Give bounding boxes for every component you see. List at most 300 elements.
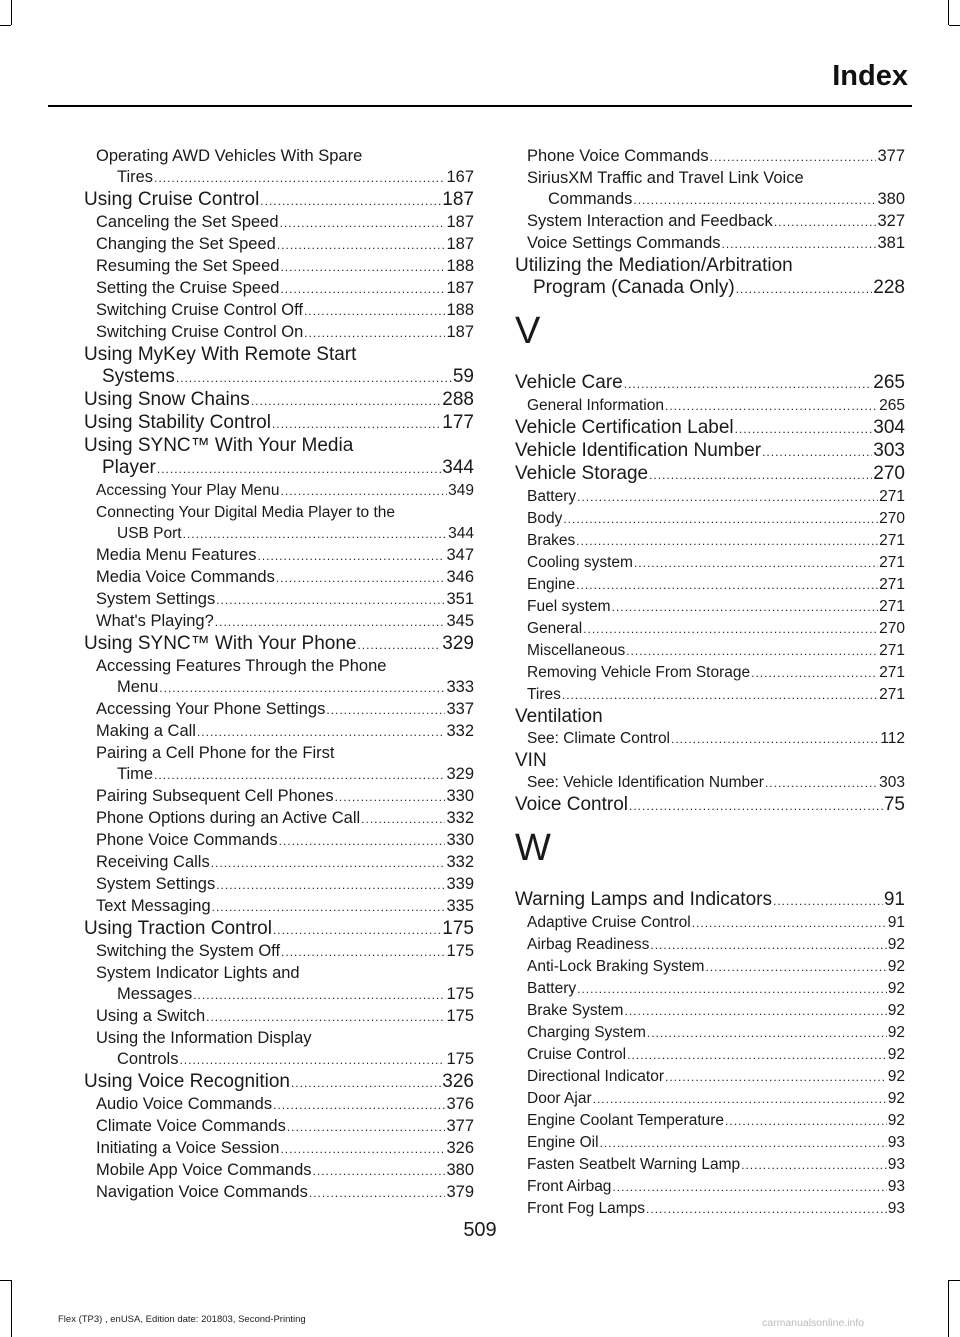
dot-leader: [280, 213, 446, 234]
entry-title: Systems: [102, 366, 175, 387]
entry-title: Canceling the Set Speed: [96, 213, 279, 231]
entry-page: 330: [446, 787, 474, 805]
dot-leader: [272, 413, 441, 435]
entry-page: 303: [879, 774, 905, 791]
index-entry: [515, 233, 905, 255]
entry-page: 175: [446, 1050, 474, 1068]
header-rule: [48, 105, 912, 107]
dot-leader: [562, 685, 878, 706]
entry-title: Accessing Your Play Menu: [96, 482, 280, 499]
entry-page: 332: [446, 809, 474, 827]
index-entry: [515, 1044, 905, 1066]
footer-edition: Flex (TP3) , enUSA, Edition date: 201803, Second-Printing: [58, 1314, 306, 1325]
index-entry: System Indicator Lights and: [96, 964, 300, 982]
entry-page: 187: [442, 189, 474, 210]
entry-title: Fasten Seatbelt Warning Lamp: [527, 1156, 741, 1173]
index-heading: Ventilation: [515, 706, 603, 727]
dot-leader: [291, 1072, 441, 1094]
index-entry: Accessing Features Through the Phone: [96, 657, 387, 675]
entry-title: System Interaction and Feedback: [527, 212, 773, 230]
entry-page: 92: [887, 1046, 905, 1063]
entry-page: 92: [887, 1112, 905, 1129]
entry-page: 271: [879, 664, 905, 681]
index-entry: [515, 956, 905, 978]
entry-title: Engine Oil: [527, 1134, 599, 1151]
index-entry: [515, 552, 905, 574]
index-entry: [515, 1088, 905, 1110]
index-entry: [515, 1022, 905, 1044]
dot-leader: [206, 1007, 445, 1028]
entry-title: Using Voice Recognition: [84, 1071, 290, 1092]
dot-leader: [260, 190, 441, 212]
index-entry: [515, 1198, 905, 1220]
index-entry: [84, 1094, 474, 1116]
dot-leader: [563, 509, 878, 530]
index-entry: [515, 934, 905, 956]
dot-leader: [154, 168, 445, 189]
entry-title: Front Fog Lamps: [527, 1200, 646, 1217]
section-letter: W: [515, 827, 551, 869]
entry-title: System Settings: [96, 590, 216, 608]
entry-title: Vehicle Storage: [515, 463, 649, 484]
entry-title: Voice Control: [515, 794, 629, 815]
entry-page: 177: [442, 412, 474, 433]
entry-page: 344: [442, 457, 474, 478]
dot-leader: [647, 1023, 887, 1044]
entry-page: 329: [446, 765, 474, 783]
index-entry: [84, 721, 474, 743]
entry-title: Body: [527, 510, 563, 527]
entry-page: 271: [879, 576, 905, 593]
entry-title: Media Menu Features: [96, 546, 257, 564]
page-number: 509: [463, 1219, 497, 1241]
entry-page: 270: [879, 620, 905, 637]
entry-title: Setting the Cruise Speed: [96, 279, 280, 297]
entry-title: Cruise Control: [527, 1046, 627, 1063]
entry-page: 265: [879, 397, 905, 414]
dot-leader: [280, 257, 445, 278]
watermark-site: carmanualsonline.info: [762, 1317, 865, 1329]
index-entry: [84, 633, 474, 656]
entry-title: Program (Canada Only): [533, 277, 735, 298]
index-entry: [84, 808, 474, 830]
index-entry: [84, 611, 474, 633]
entry-title: Mobile App Voice Commands: [96, 1161, 312, 1179]
entry-title: Cooling system: [527, 554, 633, 571]
entry-page: 93: [887, 1156, 905, 1173]
dot-leader: [762, 441, 872, 463]
dot-leader: [735, 418, 873, 440]
index-entry: [84, 1049, 474, 1071]
index-entry: [84, 567, 474, 589]
dot-leader: [765, 773, 878, 794]
dot-leader: [665, 1067, 887, 1088]
entry-title: General Information: [527, 397, 664, 414]
index-entry: [515, 772, 905, 794]
index-column-right: [515, 146, 905, 1220]
entry-page: 92: [887, 958, 905, 975]
page-title: Index: [832, 60, 908, 92]
entry-page: 379: [446, 1183, 474, 1201]
dot-leader: [357, 634, 441, 656]
crop-mark: [948, 0, 949, 25]
dot-leader: [600, 1133, 887, 1154]
dot-leader: [197, 722, 446, 743]
dot-leader: [258, 546, 446, 567]
dot-leader: [650, 935, 886, 956]
entry-title: Tires: [117, 168, 154, 186]
entry-page: 345: [446, 612, 474, 630]
entry-title: Engine Coolant Temperature: [527, 1112, 725, 1129]
index-heading: VIN: [515, 750, 547, 771]
entry-title: Phone Voice Commands: [96, 831, 278, 849]
entry-page: 351: [446, 590, 474, 608]
dot-leader: [751, 663, 878, 684]
index-entry: [84, 1116, 474, 1138]
index-entry: [84, 984, 474, 1006]
index-entry: [84, 412, 474, 435]
dot-leader: [326, 700, 445, 721]
dot-leader: [304, 301, 446, 322]
index-entry: Operating AWD Vehicles With Spare: [96, 147, 363, 165]
index-entry: [515, 508, 905, 530]
entry-page: 380: [877, 190, 905, 208]
index-entry: [84, 480, 474, 502]
entry-title: Fuel system: [527, 598, 611, 615]
entry-page: 175: [442, 918, 474, 939]
entry-page: 187: [446, 323, 474, 341]
index-entry: [515, 277, 905, 300]
entry-title: Climate Voice Commands: [96, 1117, 286, 1135]
dot-leader: [211, 853, 446, 874]
index-entry: Using the Information Display: [96, 1029, 312, 1047]
crop-mark: [949, 25, 960, 26]
entry-title: Airbag Readiness: [527, 936, 650, 953]
dot-leader: [335, 787, 446, 808]
entry-page: 288: [442, 389, 474, 410]
index-entry: [84, 212, 474, 234]
dot-leader: [576, 531, 878, 552]
entry-title: Using Stability Control: [84, 412, 271, 433]
entry-title: System Settings: [96, 875, 216, 893]
crop-mark: [948, 1280, 949, 1337]
entry-title: Commands: [548, 190, 633, 208]
entry-page: 187: [446, 279, 474, 297]
entry-page: 92: [887, 936, 905, 953]
entry-title: Front Airbag: [527, 1178, 612, 1195]
entry-title: Removing Vehicle From Storage: [527, 664, 751, 681]
index-entry: [515, 463, 905, 486]
entry-page: 175: [446, 1007, 474, 1025]
index-entry: [84, 1071, 474, 1094]
dot-leader: [626, 641, 878, 662]
dot-leader: [276, 568, 446, 589]
entry-title: Engine: [527, 576, 576, 593]
index-entry: [515, 1154, 905, 1176]
dot-leader: [705, 957, 886, 978]
entry-page: 270: [879, 510, 905, 527]
entry-page: 175: [446, 985, 474, 1003]
entry-title: Battery: [527, 980, 577, 997]
dot-leader: [216, 590, 445, 611]
entry-page: 271: [879, 686, 905, 703]
index-entry: SiriusXM Traffic and Travel Link Voice: [527, 169, 804, 187]
index-entry: [84, 874, 474, 896]
entry-page: 92: [887, 1002, 905, 1019]
dot-leader: [612, 1177, 886, 1198]
index-entry: [515, 889, 905, 912]
entry-page: 92: [887, 1068, 905, 1085]
dot-leader: [361, 809, 445, 830]
dot-leader: [281, 481, 448, 502]
index-entry: [515, 596, 905, 618]
dot-leader: [593, 1089, 887, 1110]
index-entry: [84, 256, 474, 278]
entry-title: Miscellaneous: [527, 642, 626, 659]
entry-title: Vehicle Care: [515, 372, 623, 393]
dot-leader: [774, 212, 877, 233]
entry-page: 187: [446, 235, 474, 253]
entry-title: Phone Options during an Active Call: [96, 809, 361, 827]
crop-mark: [0, 25, 11, 26]
index-entry: [84, 1006, 474, 1028]
crop-mark: [949, 1280, 960, 1281]
section-letter: V: [515, 310, 541, 352]
index-entry: [84, 234, 474, 256]
entry-title: Anti-Lock Braking System: [527, 958, 705, 975]
index-entry: [84, 1160, 474, 1182]
crop-mark: [11, 0, 12, 25]
entry-title: Brake System: [527, 1002, 624, 1019]
dot-leader: [576, 575, 878, 596]
entry-page: 327: [877, 212, 905, 230]
entry-page: 339: [446, 875, 474, 893]
dot-leader: [313, 1161, 446, 1182]
entry-page: 380: [446, 1161, 474, 1179]
entry-title: Using a Switch: [96, 1007, 206, 1025]
index-entry: [84, 167, 474, 189]
entry-title: Resuming the Set Speed: [96, 257, 280, 275]
entry-page: 347: [446, 546, 474, 564]
entry-page: 92: [887, 1024, 905, 1041]
index-entry: Using MyKey With Remote Start: [84, 344, 357, 365]
entry-page: 175: [446, 942, 474, 960]
entry-page: 187: [446, 213, 474, 231]
entry-title: Player: [102, 457, 156, 478]
index-entry: [84, 366, 474, 389]
entry-title: Switching the System Off: [96, 942, 281, 960]
dot-leader: [710, 147, 877, 168]
index-entry: [515, 417, 905, 440]
index-entry: [84, 189, 474, 212]
entry-page: 93: [887, 1200, 905, 1217]
entry-page: 112: [880, 730, 905, 747]
entry-page: 93: [887, 1134, 905, 1151]
dot-leader: [634, 553, 878, 574]
entry-page: 271: [879, 488, 905, 505]
entry-page: 228: [873, 277, 905, 298]
dot-leader: [624, 1001, 886, 1022]
entry-page: 271: [879, 598, 905, 615]
dot-leader: [154, 765, 445, 786]
dot-leader: [279, 831, 446, 852]
index-entry: [515, 1066, 905, 1088]
dot-leader: [277, 235, 446, 256]
entry-page: 326: [442, 1071, 474, 1092]
entry-page: 188: [446, 301, 474, 319]
entry-title: Charging System: [527, 1024, 646, 1041]
entry-title: Changing the Set Speed: [96, 235, 276, 253]
index-column-left: [84, 146, 474, 1204]
dot-leader: [671, 729, 879, 750]
index-entry: [84, 786, 474, 808]
entry-page: 91: [887, 914, 905, 931]
dot-leader: [179, 1050, 445, 1071]
index-entry: [515, 1132, 905, 1154]
index-entry: [515, 440, 905, 463]
entry-page: 304: [873, 417, 905, 438]
index-entry: Using SYNC™ With Your Media: [84, 435, 354, 456]
index-entry: [84, 589, 474, 611]
entry-page: 329: [442, 633, 474, 654]
entry-title: Using SYNC™ With Your Phone: [84, 633, 357, 654]
dot-leader: [309, 1183, 446, 1204]
entry-page: 376: [446, 1095, 474, 1113]
index-entry: Utilizing the Mediation/Arbitration: [515, 255, 793, 276]
entry-page: 333: [446, 678, 474, 696]
index-entry: [84, 322, 474, 344]
index-entry: [515, 146, 905, 168]
entry-page: 303: [873, 440, 905, 461]
index-entry: [515, 728, 905, 750]
index-entry: [515, 395, 905, 417]
entry-title: Time: [117, 765, 154, 783]
dot-leader: [649, 464, 872, 486]
index-entry: [515, 1110, 905, 1132]
entry-page: 346: [446, 568, 474, 586]
entry-title: What's Playing?: [96, 612, 214, 630]
entry-title: Accessing Your Phone Settings: [96, 700, 326, 718]
entry-title: Using Cruise Control: [84, 189, 260, 210]
dot-leader: [287, 1117, 446, 1138]
index-entry: [84, 1182, 474, 1204]
index-entry: [515, 189, 905, 211]
dot-leader: [722, 234, 877, 255]
entry-title: Brakes: [527, 532, 576, 549]
dot-leader: [577, 979, 887, 1000]
index-entry: [84, 278, 474, 300]
entry-page: 332: [446, 853, 474, 871]
dot-leader: [176, 367, 452, 389]
entry-title: Adaptive Cruise Control: [527, 914, 691, 931]
dot-leader: [725, 1111, 887, 1132]
entry-page: 330: [446, 831, 474, 849]
index-entry: Connecting Your Digital Media Player to the: [96, 504, 395, 521]
dot-leader: [629, 795, 883, 817]
index-entry: [84, 523, 474, 545]
entry-title: Menu: [117, 678, 159, 696]
entry-title: General: [527, 620, 583, 637]
entry-page: 381: [877, 234, 905, 252]
dot-leader: [159, 678, 445, 699]
entry-title: Phone Voice Commands: [527, 147, 709, 165]
dot-leader: [736, 278, 873, 300]
entry-title: Warning Lamps and Indicators: [515, 889, 772, 910]
dot-leader: [304, 323, 445, 344]
index-entry: [515, 1000, 905, 1022]
entry-page: 59: [452, 366, 474, 387]
dot-leader: [216, 875, 445, 896]
index-entry: [84, 389, 474, 412]
dot-leader: [157, 458, 441, 480]
entry-title: See: Vehicle Identification Number: [527, 774, 764, 791]
entry-title: Media Voice Commands: [96, 568, 275, 586]
entry-page: 271: [879, 642, 905, 659]
entry-title: Door Ajar: [527, 1090, 592, 1107]
crop-mark: [11, 1280, 12, 1337]
index-entry: [84, 852, 474, 874]
entry-page: 377: [877, 147, 905, 165]
dot-leader: [773, 890, 883, 912]
dot-leader: [281, 942, 445, 963]
entry-title: Initiating a Voice Session: [96, 1139, 280, 1157]
entry-page: 349: [448, 482, 474, 499]
dot-leader: [212, 897, 446, 918]
entry-page: 271: [879, 554, 905, 571]
index-entry: [515, 530, 905, 552]
entry-page: 92: [887, 980, 905, 997]
entry-title: Vehicle Certification Label: [515, 417, 734, 438]
dot-leader: [627, 1045, 887, 1066]
entry-title: Using Snow Chains: [84, 389, 250, 410]
entry-page: 332: [446, 722, 474, 740]
entry-page: 188: [446, 257, 474, 275]
dot-leader: [273, 1095, 445, 1116]
entry-page: 335: [446, 897, 474, 915]
entry-page: 75: [883, 794, 905, 815]
entry-title: Vehicle Identification Number: [515, 440, 762, 461]
index-entry: [515, 574, 905, 596]
entry-page: 91: [883, 889, 905, 910]
entry-page: 265: [873, 372, 905, 393]
dot-leader: [612, 597, 879, 618]
entry-title: Controls: [117, 1050, 179, 1068]
index-entry: [515, 486, 905, 508]
entry-title: Voice Settings Commands: [527, 234, 721, 252]
entry-title: Switching Cruise Control On: [96, 323, 304, 341]
dot-leader: [215, 612, 446, 633]
entry-title: Navigation Voice Commands: [96, 1183, 308, 1201]
entry-title: See: Climate Control: [527, 730, 671, 747]
entry-page: 344: [448, 525, 474, 542]
index-entry: [84, 918, 474, 941]
entry-page: 271: [879, 532, 905, 549]
entry-title: Using Traction Control: [84, 918, 272, 939]
entry-title: Receiving Calls: [96, 853, 210, 871]
index-entry: [515, 662, 905, 684]
entry-page: 326: [446, 1139, 474, 1157]
index-entry: [515, 978, 905, 1000]
entry-title: Battery: [527, 488, 577, 505]
index-entry: [84, 457, 474, 480]
dot-leader: [741, 1155, 887, 1176]
entry-title: Pairing Subsequent Cell Phones: [96, 787, 334, 805]
index-entry: [515, 794, 905, 817]
dot-leader: [646, 1199, 887, 1220]
index-entry: [84, 830, 474, 852]
dot-leader: [280, 279, 445, 300]
entry-page: 167: [446, 168, 474, 186]
